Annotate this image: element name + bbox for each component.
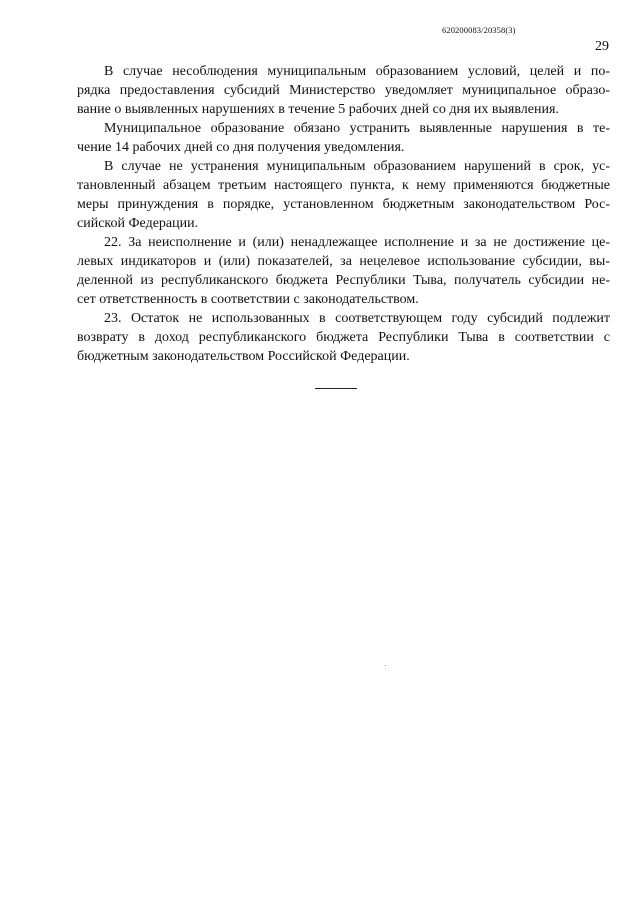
text-line: сийской Федерации. (77, 216, 199, 231)
document-body (77, 62, 610, 366)
text-line: сет ответственность в соответствии с законодательством. (77, 292, 419, 307)
text-line: В случае не устранения муниципальным образованием нарушений в срок, ус- (104, 159, 610, 174)
text-line: меры принуждения в порядке, установленном бюджетным законодательством Рос- (77, 197, 610, 212)
text-line: левых индикаторов и (или) показателей, за нецелевое использование субсидии, вы- (77, 254, 610, 269)
end-divider (315, 388, 357, 389)
text-line: чение 14 рабочих дней со дня получения уведомления. (77, 140, 405, 155)
paragraph-remedy-deadline (77, 119, 610, 157)
paragraph-penalty-notice (77, 62, 610, 119)
text-line: рядка предоставления субсидий Министерство уведомляет муниципальное образо- (77, 83, 610, 98)
text-line: Муниципальное образование обязано устранить выявленные нарушения в те- (104, 121, 610, 136)
paragraph-item-22 (77, 233, 610, 309)
paragraph-enforcement-measures (77, 157, 610, 233)
page-number: 29 (595, 39, 609, 54)
paragraph-item-23 (77, 309, 610, 366)
text-line: возврату в доход республиканского бюджета Республики Тыва в соответствии с (77, 330, 610, 345)
text-line: 22. За неисполнение и (или) ненадлежащее исполнение и за не достижение це- (104, 235, 610, 250)
scan-speck (385, 665, 386, 666)
text-line: В случае несоблюдения муниципальным образованием условий, целей и по- (104, 64, 610, 79)
text-line: тановленный абзацем третьим настоящего пункта, к нему применяются бюджетные (77, 178, 610, 193)
text-line: 23. Остаток не использованных в соответствующем году субсидий подлежит (104, 311, 610, 326)
text-line: бюджетным законодательством Российской Федерации. (77, 349, 410, 364)
text-line: вание о выявленных нарушениях в течение 5 рабочих дней со дня их выявления. (77, 102, 559, 117)
document-id: 620200083/20358(3) (442, 25, 516, 35)
text-line: деленной из республиканского бюджета Республики Тыва, получатель субсидии не- (77, 273, 610, 288)
